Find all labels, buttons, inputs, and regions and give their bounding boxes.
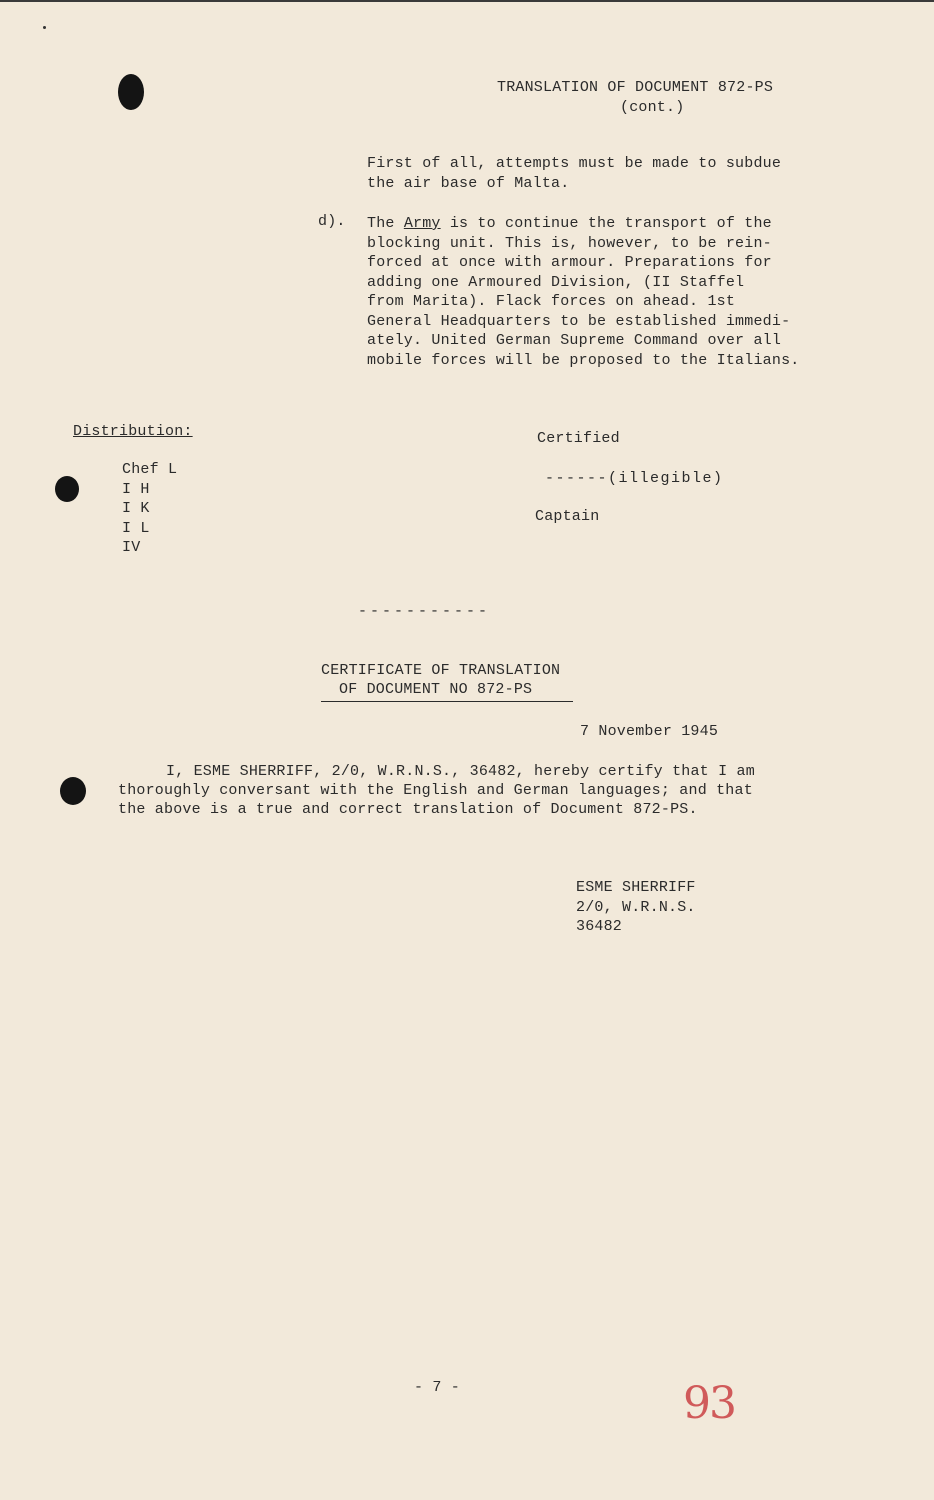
certificate-subtitle: OF DOCUMENT NO 872-PS [321, 680, 573, 702]
certified-label: Certified [537, 430, 620, 447]
top-edge-line [0, 0, 934, 2]
distribution-item: I K [122, 500, 150, 517]
signatory-name: ESME SHERRIFF [576, 879, 696, 896]
certificate-body-line: I, ESME SHERRIFF, 2/0, W.R.N.S., 36482, hereby certify that I am [166, 763, 755, 780]
certificate-body-line: thoroughly conversant with the English and German languages; and that [118, 782, 753, 799]
distribution-item: IV [122, 539, 141, 556]
paragraph-line: General Headquarters to be established immedi- [367, 312, 791, 330]
punch-hole-bottom [60, 777, 86, 805]
paragraph-first-of-all [367, 154, 781, 193]
paragraph-d-body [367, 214, 799, 370]
paragraph-line: ately. United German Supreme Command over all [367, 332, 782, 349]
certificate-body-line: the above is a true and correct translation of Document 872-PS. [118, 801, 698, 818]
distribution-item: Chef L [122, 461, 178, 478]
certified-signature: ------(illegible) [545, 470, 724, 487]
signatory-rank: 2/0, W.R.N.S. [576, 898, 696, 916]
punch-hole-top [118, 74, 144, 110]
paragraph-line [367, 214, 799, 234]
document-header-cont: (cont.) [620, 99, 685, 116]
distribution-item: I L [122, 519, 150, 537]
paragraph-line: blocking unit. This is, however, to be rein- [367, 234, 772, 252]
distribution-heading: Distribution: [73, 423, 193, 440]
signature-block [576, 878, 696, 937]
certificate-title: CERTIFICATE OF TRANSLATION [321, 662, 561, 679]
paragraph-d-label: d). [318, 213, 346, 230]
paragraph-line: the air base of Malta. [367, 174, 570, 192]
section-separator: ----------- [358, 603, 491, 620]
paragraph-line: First of all, attempts must be made to subdue [367, 155, 782, 172]
paragraph-line: mobile forces will be proposed to the Italians. [367, 351, 800, 369]
paragraph-line: forced at once with armour. Preparations for [367, 254, 772, 271]
certified-rank: Captain [535, 508, 600, 525]
certificate-date: 7 November 1945 [580, 723, 719, 740]
punch-hole-middle [55, 476, 79, 502]
page-number: - 7 - [414, 1379, 461, 1396]
paragraph-line: from Marita). Flack forces on ahead. 1st [367, 293, 736, 310]
text-fragment: is to continue the transport of the [440, 215, 772, 232]
document-header-title: TRANSLATION OF DOCUMENT 872-PS [497, 79, 774, 96]
speck-mark [43, 26, 46, 29]
text-fragment: The [367, 215, 404, 232]
distribution-list [122, 460, 177, 558]
paragraph-line: adding one Armoured Division, (II Staffel [367, 273, 745, 291]
signatory-number: 36482 [576, 918, 623, 935]
handwritten-page-number: 93 [683, 1378, 735, 1429]
distribution-item: I H [122, 480, 150, 498]
underlined-word-army: Army [403, 215, 441, 232]
